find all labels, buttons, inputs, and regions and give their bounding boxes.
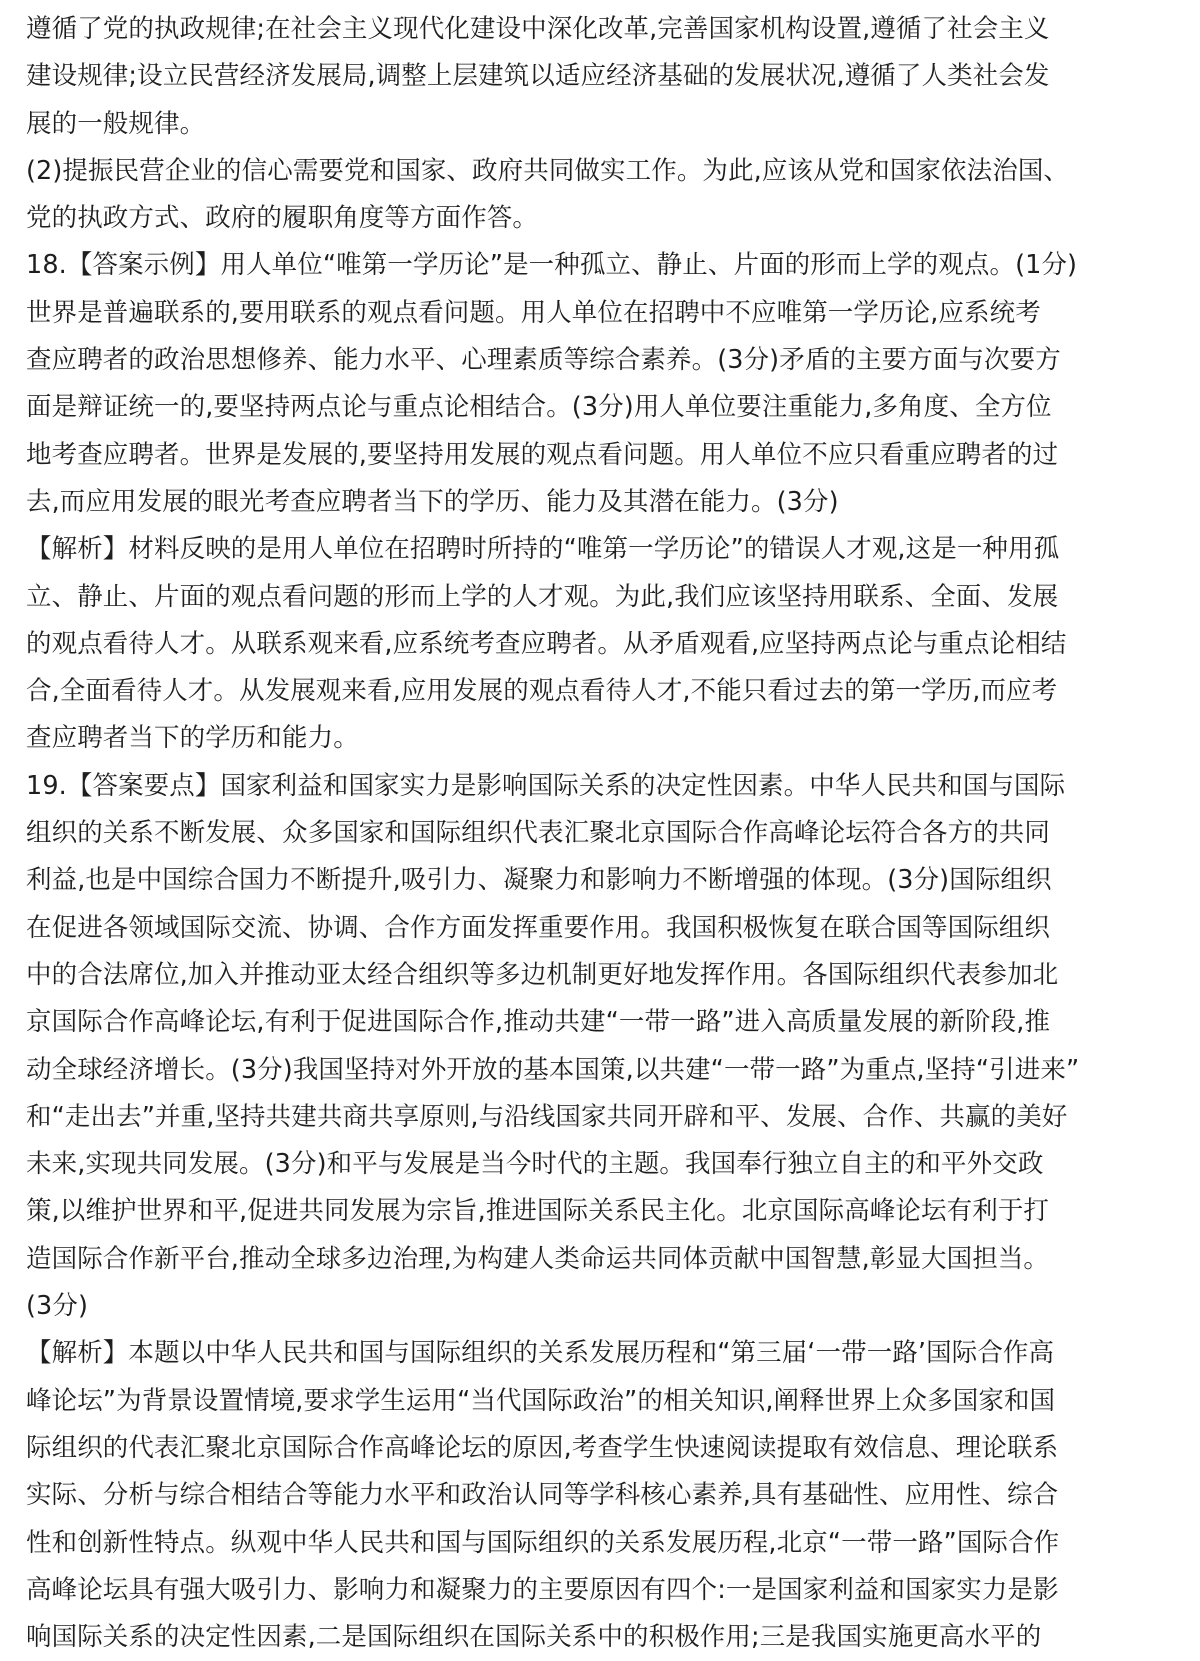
paragraph-q19-analysis [26,1330,1176,1661]
text-line: 的观点看待人才。从联系观来看,应系统考查应聘者。从矛盾观看,应坚持两点论与重点论相结 [26,628,1067,659]
text-line: 造国际合作新平台,推动全球多边治理,为构建人类命运共同体贡献中国智慧,彰显大国担当。 [26,1243,1050,1274]
text-line: 建设规律;设立民营经济发展局,调整上层建筑以适应经济基础的发展状况,遵循了人类社会发 [26,61,1050,92]
text-line: (2)提振民营企业的信心需要党和国家、政府共同做实工作。为此,应该从党和国家依法治国、 [26,155,1070,186]
text-line: 【解析】材料反映的是用人单位在招聘时所持的“唯第一学历论”的错误人才观,这是一种用孤 [26,534,1060,565]
text-line: 世界是普遍联系的,要用联系的观点看问题。用人单位在招聘中不应唯第一学历论,应系统考 [26,297,1041,328]
text-line: 去,而应用发展的眼光考查应聘者当下的学历、能力及其潜在能力。(3分) [26,486,839,517]
text-line: 【解析】本题以中华人民共和国与国际组织的关系发展历程和“第三届‘一带一路’国际合作高 [26,1338,1055,1369]
text-line: 京国际合作高峰论坛,有利于促进国际合作,推动共建“一带一路”进入高质量发展的新阶段,推 [26,1007,1051,1038]
text-line: 高峰论坛具有强大吸引力、影响力和凝聚力的主要原因有四个:一是国家利益和国家实力是影 [26,1574,1059,1605]
text-line: 党的执政方式、政府的履职角度等方面作答。 [26,203,539,234]
text-line: 遵循了党的执政规律;在社会主义现代化建设中深化改革,完善国家机构设置,遵循了社会主义 [26,14,1050,44]
text-line: 组织的关系不断发展、众多国家和国际组织代表汇聚北京国际合作高峰论坛符合各方的共同 [26,818,1051,849]
text-line: 和“走出去”并重,坚持共建共商共享原则,与沿线国家共同开辟和平、发展、合作、共赢的美好 [26,1101,1068,1132]
text-line: 地考查应聘者。世界是发展的,要坚持用发展的观点看问题。用人单位不应只看重应聘者的过 [26,439,1059,470]
text-line: 策,以维护世界和平,促进共同发展为宗旨,推进国际关系民主化。北京国际高峰论坛有利于打 [26,1196,1050,1227]
text-line: 查应聘者当下的学历和能力。 [26,723,359,754]
paragraph-q17-answer-continued [26,6,1176,148]
text-line: (3分) [26,1291,89,1322]
text-line: 中的合法席位,加入并推动亚太经合组织等多边机制更好地发挥作用。各国际组织代表参加北 [26,959,1059,990]
text-line: 利益,也是中国综合国力不断提升,吸引力、凝聚力和影响力不断增强的体现。(3分)国际组织 [26,865,1052,896]
text-line: 查应聘者的政治思想修养、能力水平、心理素质等综合素养。(3分)矛盾的主要方面与次要方 [26,345,1061,376]
text-line: 响国际关系的决定性因素,二是国际组织在国际关系中的积极作用;三是我国实施更高水平的 [26,1622,1042,1653]
paragraph-q18-answer [26,242,1176,526]
paragraph-q17-part2 [26,148,1176,243]
text-line: 性和创新性特点。纵观中华人民共和国与国际组织的关系发展历程,北京“一带一路”国际合作 [26,1527,1060,1558]
paragraph-q18-analysis [26,526,1176,762]
text-line: 在促进各领域国际交流、协调、合作方面发挥重要作用。我国积极恢复在联合国等国际组织 [26,912,1051,943]
paragraph-q19-answer [26,763,1176,1331]
text-line: 际组织的代表汇聚北京国际合作高峰论坛的原因,考查学生快速阅读提取有效信息、理论联系 [26,1432,1059,1463]
text-line: 18.【答案示例】用人单位“唯第一学历论”是一种孤立、静止、片面的形而上学的观点。(1分) [26,250,1078,281]
text-line: 峰论坛”为背景设置情境,要求学生运用“当代国际政治”的相关知识,阐释世界上众多国家和国 [26,1385,1056,1416]
text-line: 未来,实现共同发展。(3分)和平与发展是当今时代的主题。我国奉行独立自主的和平外交政 [26,1149,1044,1180]
text-line: 展的一般规律。 [26,108,206,139]
text-line: 动全球经济增长。(3分)我国坚持对外开放的基本国策,以共建“一带一路”为重点,坚持“引进来” [26,1054,1080,1085]
text-line: 立、静止、片面的观点看问题的形而上学的人才观。为此,我们应该坚持用联系、全面、发展 [26,581,1059,612]
text-line: 面是辩证统一的,要坚持两点论与重点论相结合。(3分)用人单位要注重能力,多角度、全方位 [26,392,1052,423]
text-line: 19.【答案要点】国家利益和国家实力是影响国际关系的决定性因素。中华人民共和国与国际 [26,770,1066,801]
text-line: 实际、分析与综合相结合等能力水平和政治认同等学科核心素养,具有基础性、应用性、综合 [26,1480,1059,1511]
text-line: 合,全面看待人才。从发展观来看,应用发展的观点看待人才,不能只看过去的第一学历,而应考 [26,676,1058,707]
